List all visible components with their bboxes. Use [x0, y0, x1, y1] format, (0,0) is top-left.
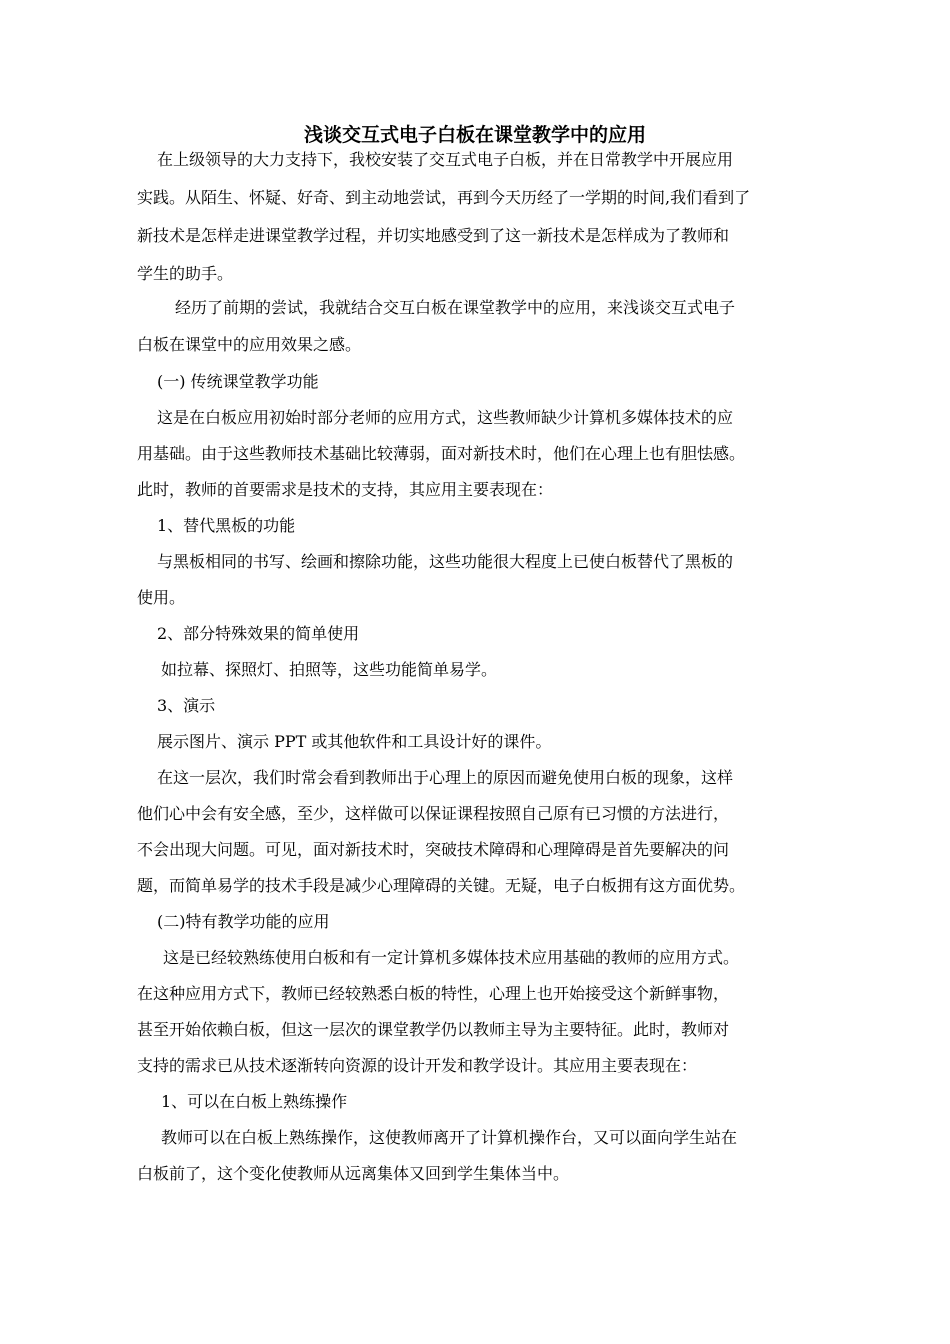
- text-line: 支持的需求已从技术逐渐转向资源的设计开发和教学设计。其应用主要表现在：: [137, 1056, 698, 1075]
- text-line: 如拉幕、探照灯、拍照等，这些功能简单易学。: [161, 660, 498, 679]
- text-line: 白板在课堂中的应用效果之感。: [137, 335, 362, 354]
- text-line: 教师可以在白板上熟练操作，这使教师离开了计算机操作台，又可以面向学生站在: [161, 1128, 738, 1147]
- text-line: 与黑板相同的书写、绘画和擦除功能，这些功能很大程度上已使白板替代了黑板的: [157, 552, 734, 571]
- subheading: 3、演示: [157, 696, 216, 715]
- text-line: 不会出现大问题。可见，面对新技术时，突破技术障碍和心理障碍是首先要解决的问: [137, 840, 730, 859]
- text-line: 这是已经较熟练使用白板和有一定计算机多媒体技术应用基础的教师的应用方式。: [163, 948, 740, 967]
- document-title: 浅谈交互式电子白板在课堂教学中的应用: [303, 124, 646, 146]
- text-line: 这是在白板应用初始时部分老师的应用方式，这些教师缺少计算机多媒体技术的应: [157, 408, 734, 427]
- text-line: 用基础。由于这些教师技术基础比较薄弱，面对新技术时，他们在心理上也有胆怯感。: [137, 444, 746, 463]
- text-line: 经历了前期的尝试，我就结合交互白板在课堂教学中的应用，来浅谈交互式电子: [175, 298, 736, 317]
- text-line: 白板前了，这个变化使教师从远离集体又回到学生集体当中。: [137, 1164, 570, 1183]
- text-line: 展示图片、演示 PPT 或其他软件和工具设计好的课件。: [157, 732, 552, 751]
- text-line: 甚至开始依赖白板，但这一层次的课堂教学仍以教师主导为主要特征。此时，教师对: [137, 1020, 730, 1039]
- text-line: 在这种应用方式下，教师已经较熟悉白板的特性，心理上也开始接受这个新鲜事物，: [137, 984, 730, 1003]
- text-line: 题，而简单易学的技术手段是减少心理障碍的关键。无疑，电子白板拥有这方面优势。: [137, 876, 746, 895]
- text-line: 新技术是怎样走进课堂教学过程，并切实地感受到了这一新技术是怎样成为了教师和: [137, 226, 730, 245]
- subheading: 1、可以在白板上熟练操作: [161, 1092, 348, 1111]
- text-line: 他们心中会有安全感，至少，这样做可以保证课程按照自己原有已习惯的方法进行，: [137, 804, 730, 823]
- text-line: 在这一层次，我们时常会看到教师出于心理上的原因而避免使用白板的现象，这样: [157, 768, 734, 787]
- section-heading: (一) 传统课堂教学功能: [157, 372, 319, 391]
- section-heading: (二)特有教学功能的应用: [157, 912, 330, 931]
- text-line: 在上级领导的大力支持下，我校安装了交互式电子白板，并在日常教学中开展应用: [157, 150, 734, 169]
- subheading: 1、替代黑板的功能: [157, 516, 296, 535]
- subheading: 2、部分特殊效果的简单使用: [157, 624, 360, 643]
- text-line: 实践。从陌生、怀疑、好奇、到主动地尝试，再到今天历经了一学期的时间,我们看到了: [137, 188, 751, 207]
- text-line: 此时，教师的首要需求是技术的支持，其应用主要表现在：: [137, 480, 554, 499]
- text-line: 学生的助手。: [137, 264, 234, 283]
- text-line: 使用。: [137, 588, 186, 607]
